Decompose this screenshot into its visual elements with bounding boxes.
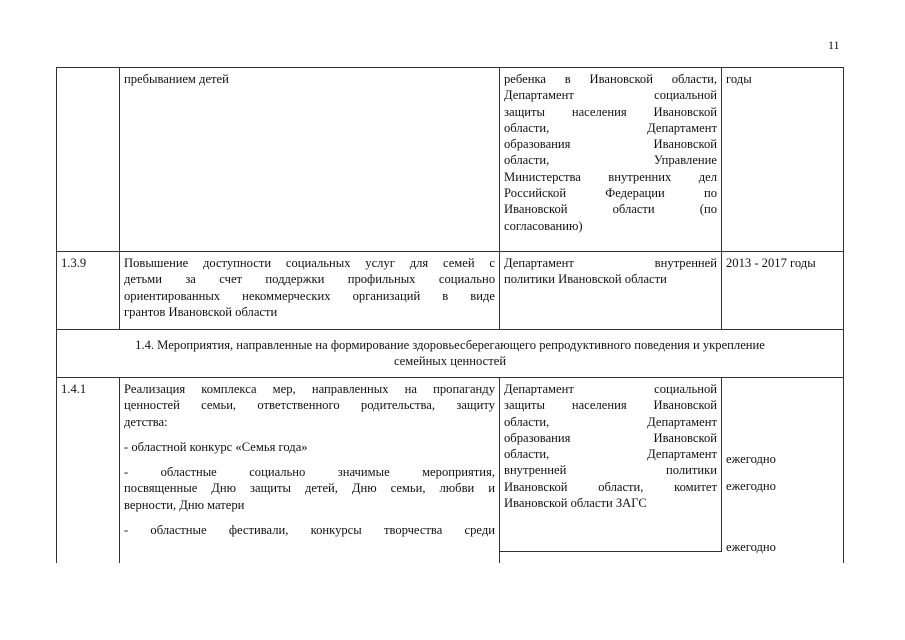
term-cell: годы (722, 68, 843, 252)
section-title-line: семейных ценностей (393, 354, 507, 369)
executors-line: области, Управление (504, 153, 717, 168)
executors-line: образования Ивановской (504, 137, 717, 152)
executors-line: ребенка в Ивановской области, (504, 72, 717, 86)
measure-line: ценностей семьи, ответственного родительства, защиту (124, 398, 495, 413)
row-number: 1.3.9 (57, 252, 120, 330)
measure-line: ориентированных некоммерческих организаций в виде (124, 288, 495, 303)
row-number (57, 68, 120, 252)
measure-cell (120, 252, 500, 330)
measure-line: детства: (124, 414, 168, 429)
executors-line: внутренней политики (504, 463, 717, 478)
row-number: 1.4.1 (57, 378, 120, 563)
measure-line: Реализация комплекса мер, направленных на пропаганду (124, 382, 495, 396)
executors-line: защиты населения Ивановской (504, 398, 717, 413)
term-cell: 2013 - 2017 годы (722, 252, 843, 330)
executors-line: Ивановской области ЗАГС (504, 496, 647, 511)
measure-item: - областные социально значимые мероприятия, (124, 465, 495, 480)
section-header (57, 330, 843, 378)
section-title-line: 1.4. Мероприятия, направленные на формирование здоровьесберегающего репродуктивного поведения и укрепление (135, 338, 765, 352)
measure-line: верности, Дню матери (124, 497, 245, 512)
executors-line: согласованию) (504, 218, 583, 233)
executors-cell (500, 68, 722, 252)
term-item: ежегодно (726, 479, 776, 493)
executors-line: области, Департамент (504, 120, 717, 135)
measure-line: детьми за счет поддержки профильных социально (124, 272, 495, 287)
executors-line: Департамент социальной (504, 88, 717, 103)
executors-line: политики Ивановской области (504, 272, 667, 287)
executors-line: Министерства внутренних дел (504, 169, 717, 184)
executors-line: Департамент социальной (504, 382, 717, 396)
measure-item: - областной конкурс «Семья года» (124, 439, 308, 454)
executors-cell (500, 378, 722, 552)
term-item: ежегодно (726, 452, 776, 466)
executors-line: Департамент внутренней (504, 256, 717, 270)
term-item: ежегодно (726, 540, 776, 554)
term-cell (722, 378, 843, 563)
page-number: 11 (828, 38, 840, 52)
executors-line: области, Департамент (504, 414, 717, 429)
document-table (56, 67, 844, 563)
executors-line: Российской Федерации по (504, 186, 717, 201)
measure-cell (120, 378, 500, 563)
measure-cell: пребыванием детей (120, 68, 500, 252)
measure-line: Повышение доступности социальных услуг для семей с (124, 256, 495, 270)
measure-line: грантов Ивановской области (124, 304, 278, 319)
measure-line: посвященные Дню защиты детей, Дню семьи, любви и (124, 481, 495, 496)
measure-item: - областные фестивали, конкурсы творчества среди (124, 523, 495, 538)
executors-line: Ивановской области (по (504, 202, 717, 217)
executors-line: защиты населения Ивановской (504, 104, 717, 119)
executors-line: образования Ивановской (504, 430, 717, 445)
executors-line: области, Департамент (504, 447, 717, 462)
executors-cell (500, 252, 722, 330)
executors-line: Ивановской области, комитет (504, 479, 717, 494)
